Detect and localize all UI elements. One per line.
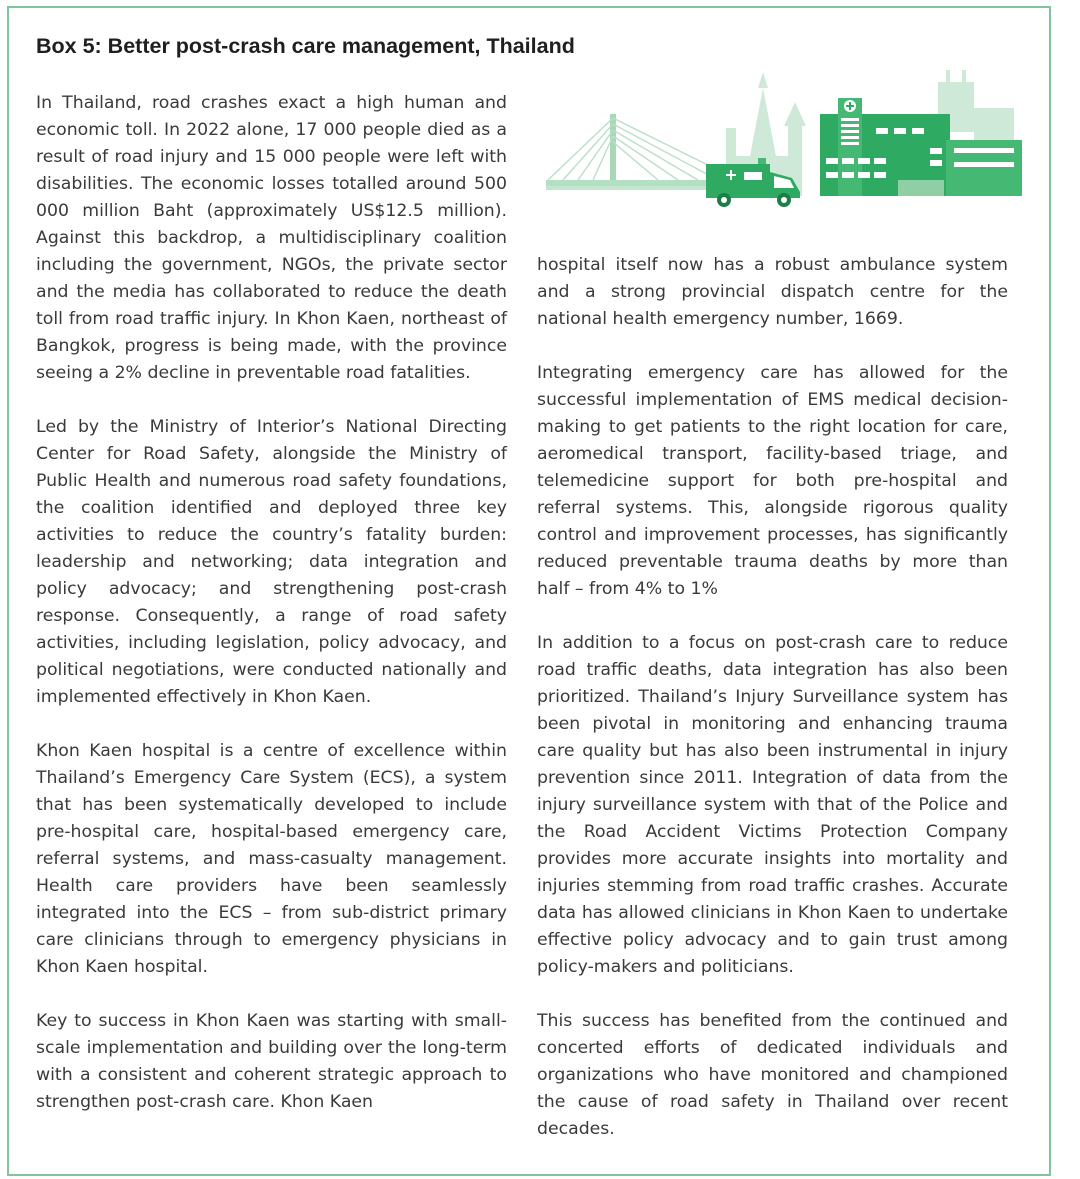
left-column bbox=[36, 90, 507, 1116]
paragraph-road-crash-toll: In Thailand, road crashes exact a high human and economic toll. In 2022 alone, 17 000 people died as a result of road injury and 15 000 people were left with disabilities. The economic losses totalled around 500 000 million Baht (approximately US$12.5 million). Against this backdrop, a multidisciplinary coalition including the government, NGOs, the private sector and the media has collaborated to reduce the death toll from road traffic injury. In Khon Kaen, northeast of Bangkok, progress is being made, with the province seeing a 2% decline in preventable road fatalities. bbox=[36, 93, 507, 383]
paragraph-continued-efforts: This success has benefited from the continued and concerted efforts of dedicated individuals and organizations who have monitored and championed the cause of road safety in Thailand over recent decades. bbox=[537, 1011, 1008, 1139]
paragraph-khon-kaen-hospital: Khon Kaen hospital is a centre of excellence within Thailand’s Emergency Care System (ECS), a system that has been systematically developed to include pre-hospital care, hospital-based emergency care, referral systems, and mass-casualty management. Health care providers have been seamlessly integrated into the ECS – from sub-district primary care clinicians through to emergency physicians in Khon Kaen hospital. bbox=[36, 741, 507, 977]
paragraph-data-integration: In addition to a focus on post-crash care to reduce road traffic deaths, data integration has also been prioritized. Thailand’s Injury Surveillance system has been pivotal in monitoring and enhancing trauma care quality but has also been instrumental in injury prevention since 2011. Integration of data from the injury surveillance system with that of the Police and the Road Accident Victims Protection Company provides more accurate insights into mortality and injuries stemming from road traffic crashes. Accurate data has allowed clinicians in Khon Kaen to undertake effective policy advocacy and to gain trust among policy-makers and politicians. bbox=[537, 633, 1008, 977]
bridge-ambulance-hospital-illustration bbox=[538, 68, 1022, 218]
box-title: Box 5: Better post-crash care management, Thailand bbox=[36, 34, 575, 58]
right-column bbox=[537, 252, 1008, 1143]
paragraph-coalition-activities: Led by the Ministry of Interior’s National Directing Center for Road Safety, alongside the Ministry of Public Health and numerous road safety foundations, the coalition identified and deployed three key activities to reduce the country’s fatality burden: leadership and networking; data integration and policy advocacy; and strengthening post-crash response. Consequently, a range of road safety activities, including legislation, policy advocacy, and political negotiations, were conducted nationally and implemented effectively in Khon Kaen. bbox=[36, 417, 507, 707]
paragraph-key-to-success: Key to success in Khon Kaen was starting with small-scale implementation and building over the long-term with a consistent and coherent strategic approach to strengthen post-crash care. Khon Kaen bbox=[36, 1011, 507, 1112]
paragraph-emergency-care-integration: Integrating emergency care has allowed for the successful implementation of EMS medical decision-making to get patients to the right location for care, aeromedical transport, facility-based triage, and telemedicine support for both pre-hospital and referral systems. This, alongside rigorous quality control and improvement processes, has significantly reduced preventable trauma deaths by more than half – from 4% to 1% bbox=[537, 363, 1008, 599]
paragraph-ambulance-system: hospital itself now has a robust ambulance system and a strong provincial dispatch centre for the national health emergency number, 1669. bbox=[537, 255, 1008, 329]
